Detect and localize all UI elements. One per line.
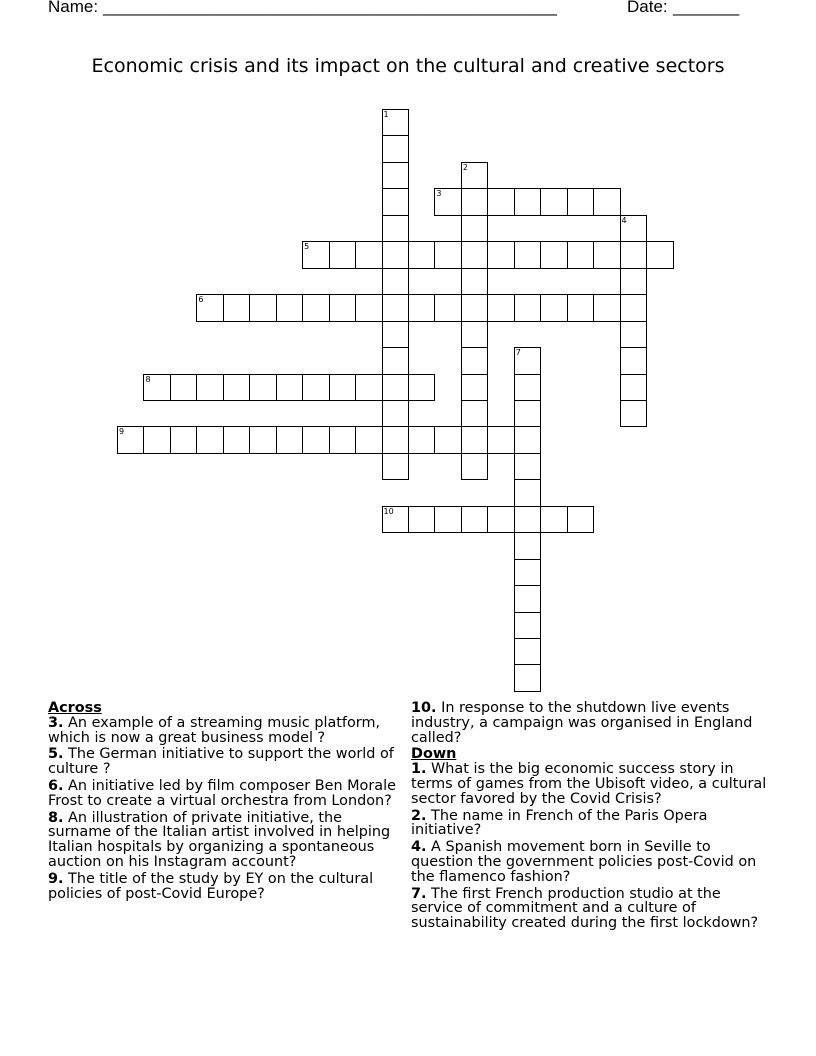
clue-across-9 xyxy=(48,872,403,902)
clue-text: The name in French of the Paris Opera initiative? xyxy=(411,807,708,839)
grid-cell[interactable] xyxy=(461,453,489,481)
grid-cell[interactable] xyxy=(382,268,410,296)
clue-number: 2. xyxy=(411,807,427,824)
grid-cell[interactable] xyxy=(329,294,357,322)
grid-cell[interactable] xyxy=(434,294,462,322)
grid-cell[interactable] xyxy=(382,453,410,481)
grid-cell[interactable] xyxy=(567,506,595,534)
clue-number: 6. xyxy=(48,777,64,794)
clue-down-1 xyxy=(411,762,771,806)
grid-cell[interactable] xyxy=(540,188,568,216)
grid-cell[interactable] xyxy=(196,294,224,322)
grid-cell[interactable] xyxy=(170,426,198,454)
grid-cell[interactable] xyxy=(540,241,568,269)
cell-number: 10 xyxy=(383,506,394,516)
clue-text: An example of a streaming music platform, which is now a great business model ? xyxy=(48,714,381,746)
grid-cell[interactable] xyxy=(540,506,568,534)
grid-cell[interactable] xyxy=(249,294,277,322)
grid-cell[interactable] xyxy=(620,347,648,375)
cell-number: 9 xyxy=(119,427,125,437)
grid-cell[interactable] xyxy=(408,426,436,454)
clue-text: A Spanish movement born in Seville to question the government policies post-Covid on the flamenco fashion? xyxy=(411,839,757,885)
grid-cell[interactable] xyxy=(249,374,277,402)
grid-cell[interactable] xyxy=(514,479,542,507)
clue-text: The German initiative to support the world of culture ? xyxy=(48,746,394,778)
grid-cell[interactable] xyxy=(302,294,330,322)
grid-cell[interactable] xyxy=(540,294,568,322)
clues-column-right xyxy=(411,701,771,933)
clue-text: The first French production studio at the service of commitment and a culture of sustainability created during the first lockdown? xyxy=(411,885,759,932)
across-heading: Across xyxy=(48,700,102,716)
clue-text: An initiative led by film composer Ben Morale Frost to create a virtual orchestra from London? xyxy=(48,777,396,809)
grid-cell[interactable] xyxy=(461,321,489,349)
grid-cell[interactable] xyxy=(487,294,515,322)
grid-cell[interactable] xyxy=(620,321,648,349)
grid-cell[interactable] xyxy=(302,241,330,269)
clue-text: An illustration of private initiative, the surname of the Italian artist involved in helping Italian hospitals by organizing a spontaneous auction on his Instagram account? xyxy=(48,809,391,870)
grid-cell[interactable] xyxy=(514,347,542,375)
grid-cell[interactable] xyxy=(487,426,515,454)
grid-cell[interactable] xyxy=(461,400,489,428)
grid-cell[interactable] xyxy=(514,426,542,454)
cell-number: 6 xyxy=(198,295,204,305)
grid-cell[interactable] xyxy=(382,135,410,163)
cell-number: 8 xyxy=(145,374,151,384)
grid-cell[interactable] xyxy=(461,374,489,402)
grid-cell[interactable] xyxy=(196,426,224,454)
grid-cell[interactable] xyxy=(620,374,648,402)
grid-cell[interactable] xyxy=(461,268,489,296)
grid-cell[interactable] xyxy=(593,188,621,216)
grid-cell[interactable] xyxy=(196,374,224,402)
clue-number: 7. xyxy=(411,885,427,902)
grid-cell[interactable] xyxy=(514,400,542,428)
cell-number: 1 xyxy=(383,110,389,119)
grid-cell[interactable] xyxy=(223,426,251,454)
grid-cell[interactable] xyxy=(567,188,595,216)
grid-cell[interactable] xyxy=(382,215,410,243)
grid-cell[interactable] xyxy=(620,400,648,428)
clue-down-7 xyxy=(411,887,771,931)
down-heading: Down xyxy=(411,746,457,763)
grid-cell[interactable] xyxy=(143,374,171,402)
grid-cell[interactable] xyxy=(620,241,648,269)
grid-cell[interactable] xyxy=(382,188,410,216)
grid-cell[interactable] xyxy=(646,241,674,269)
clue-text: In response to the shutdown live events industry, a campaign was organised in England called? xyxy=(411,700,753,746)
grid-cell[interactable] xyxy=(514,241,542,269)
grid-cell[interactable] xyxy=(223,374,251,402)
cell-number: 5 xyxy=(304,242,310,252)
grid-cell[interactable] xyxy=(620,268,648,296)
grid-cell[interactable] xyxy=(514,374,542,402)
clue-number: 3. xyxy=(48,714,64,731)
grid-cell[interactable] xyxy=(329,374,357,402)
cell-number: 2 xyxy=(462,162,468,172)
cell-number: 3 xyxy=(436,189,442,199)
clue-across-6 xyxy=(48,779,403,809)
grid-cell[interactable] xyxy=(514,188,542,216)
clues-column-left xyxy=(48,701,403,903)
clue-across-10 xyxy=(411,701,771,745)
grid-cell[interactable] xyxy=(329,241,357,269)
grid-cell[interactable] xyxy=(382,241,410,269)
grid-cell[interactable] xyxy=(514,638,542,666)
clue-number: 4. xyxy=(411,839,427,856)
clue-across-3 xyxy=(48,716,403,746)
grid-cell[interactable] xyxy=(382,321,410,349)
grid-cell[interactable] xyxy=(143,426,171,454)
clue-number: 8. xyxy=(48,809,64,826)
grid-cell[interactable] xyxy=(434,241,462,269)
grid-cell[interactable] xyxy=(593,294,621,322)
name-label: Name: xyxy=(48,0,99,16)
cell-number: 7 xyxy=(515,348,521,358)
grid-cell[interactable] xyxy=(355,294,383,322)
grid-cell[interactable] xyxy=(302,426,330,454)
grid-cell[interactable] xyxy=(382,294,410,322)
clue-number: 1. xyxy=(411,761,427,778)
grid-cell[interactable] xyxy=(461,188,489,216)
date-label: Date: xyxy=(627,0,668,16)
clue-text: The title of the study by EY on the cultural policies of post-Covid Europe? xyxy=(48,870,374,902)
grid-cell[interactable] xyxy=(170,374,198,402)
grid-cell[interactable] xyxy=(487,241,515,269)
grid-cell[interactable] xyxy=(567,241,595,269)
grid-cell[interactable] xyxy=(514,559,542,587)
grid-cell[interactable] xyxy=(355,426,383,454)
grid-cell[interactable] xyxy=(461,294,489,322)
grid-cell[interactable] xyxy=(355,241,383,269)
grid-cell[interactable] xyxy=(302,374,330,402)
grid-cell[interactable] xyxy=(461,347,489,375)
clue-across-8 xyxy=(48,811,403,870)
clue-down-4 xyxy=(411,840,771,884)
grid-cell[interactable] xyxy=(620,294,648,322)
grid-cell[interactable] xyxy=(382,400,410,428)
grid-cell[interactable] xyxy=(408,241,436,269)
grid-cell[interactable] xyxy=(408,374,436,402)
clue-text: What is the big economic success story in terms of games from the Ubisoft video, a cultural sector favored by the Covid Crisis? xyxy=(411,761,767,807)
grid-cell[interactable] xyxy=(382,347,410,375)
grid-cell[interactable] xyxy=(329,426,357,454)
grid-cell[interactable] xyxy=(382,426,410,454)
grid-cell[interactable] xyxy=(382,506,410,534)
grid-cell[interactable] xyxy=(276,374,304,402)
clue-number: 5. xyxy=(48,746,64,763)
grid-cell[interactable] xyxy=(382,374,410,402)
grid-cell[interactable] xyxy=(249,426,277,454)
clue-number: 9. xyxy=(48,870,64,887)
grid-cell[interactable] xyxy=(487,506,515,534)
name-field[interactable]: ________________________________________________ xyxy=(103,0,557,16)
grid-cell[interactable] xyxy=(434,506,462,534)
grid-cell[interactable] xyxy=(514,532,542,560)
grid-cell[interactable] xyxy=(434,188,462,216)
clue-across-5 xyxy=(48,747,403,777)
grid-cell[interactable] xyxy=(514,294,542,322)
grid-cell[interactable] xyxy=(620,215,648,243)
grid-cell[interactable] xyxy=(276,426,304,454)
grid-cell[interactable] xyxy=(434,426,462,454)
clue-down-2 xyxy=(411,809,771,839)
grid-cell[interactable] xyxy=(514,585,542,613)
grid-cell[interactable] xyxy=(382,162,410,190)
grid-cell[interactable] xyxy=(514,453,542,481)
grid-cell[interactable] xyxy=(355,374,383,402)
date-field[interactable]: _______ xyxy=(673,0,740,16)
grid-cell[interactable] xyxy=(461,506,489,534)
grid-cell[interactable] xyxy=(514,664,542,692)
page-title: Economic crisis and its impact on the cultural and creative sectors xyxy=(91,55,725,77)
grid-cell[interactable] xyxy=(461,426,489,454)
grid-cell[interactable] xyxy=(461,241,489,269)
grid-cell[interactable] xyxy=(276,294,304,322)
grid-cell[interactable] xyxy=(593,241,621,269)
grid-cell[interactable] xyxy=(382,109,410,137)
grid-cell[interactable] xyxy=(487,188,515,216)
cell-number: 4 xyxy=(621,215,627,225)
grid-cell[interactable] xyxy=(567,294,595,322)
grid-cell[interactable] xyxy=(461,162,489,190)
grid-cell[interactable] xyxy=(117,426,145,454)
grid-cell[interactable] xyxy=(514,612,542,640)
grid-cell[interactable] xyxy=(514,506,542,534)
grid-cell[interactable] xyxy=(408,294,436,322)
grid-cell[interactable] xyxy=(461,215,489,243)
clue-number: 10. xyxy=(411,700,437,716)
grid-cell[interactable] xyxy=(408,506,436,534)
grid-cell[interactable] xyxy=(223,294,251,322)
